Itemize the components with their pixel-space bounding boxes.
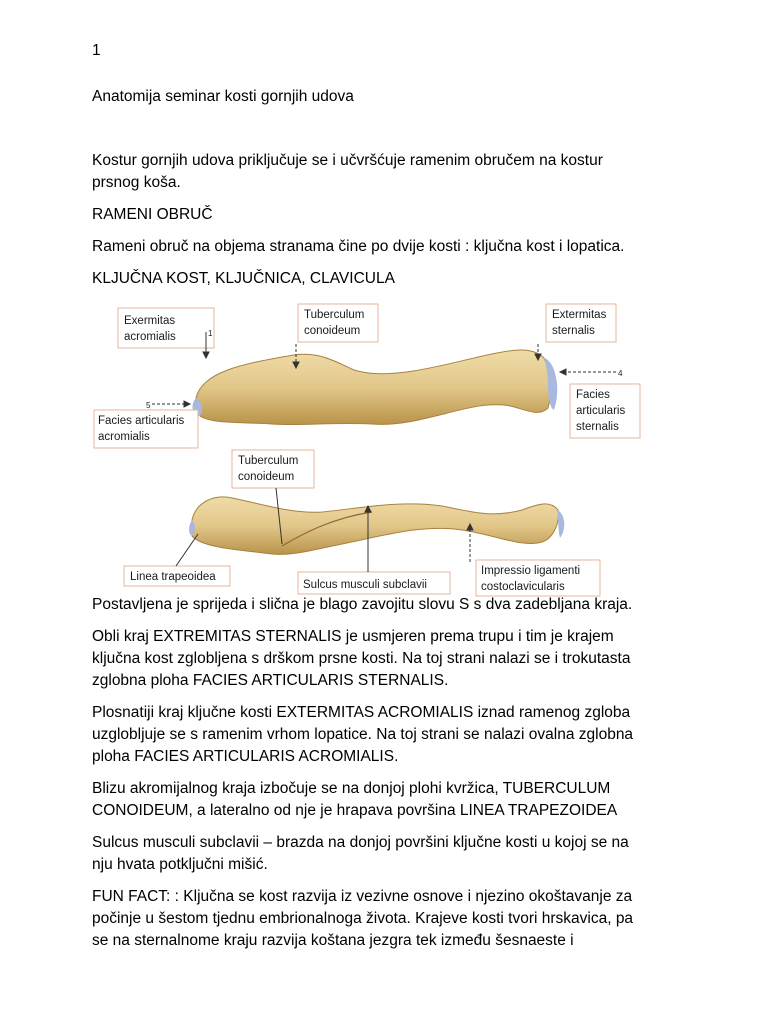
label-tuberculum-bottom-line1: Tuberculum (238, 455, 299, 467)
paragraph-acromial-line-2: uzglobljuje se s ramenim vrhom lopatice. Na toj strani se nalazi ovalna zglobna (92, 726, 634, 743)
label-facies-acromialis (94, 410, 198, 448)
label-sulcus (298, 572, 450, 594)
heading-kljucna-kost: KLJUČNA KOST, KLJUČNICA, CLAVICULA (92, 270, 395, 287)
paragraph-acromial-line-3: ploha FACIES ARTICULARIS ACROMIALIS. (92, 748, 399, 765)
paragraph-funfact-line-2: počinje u šestom tjednu embrionalnoga života. Krajeve kosti tvori hrskavica, pa (92, 910, 634, 927)
svg-text:Sulcus musculi subclavii: Sulcus musculi subclavii (303, 579, 427, 591)
paragraph-tuberculum-line-2: CONOIDEUM, a lateralno od nje je hrapava površina LINEA TRAPEZOIDEA (92, 802, 618, 819)
label-facies-sternalis (570, 384, 640, 438)
label-impressio (476, 560, 600, 596)
sternal-cartilage-inferior (558, 510, 564, 538)
label-linea (124, 566, 230, 586)
label-acromial-end-line2: acromialis (124, 331, 176, 343)
label-facies-sternalis-line1: Facies (576, 389, 610, 401)
paragraph-tuberculum-line-1: Blizu akromijalnog kraja izbočuje se na donjoj plohi kvržica, TUBERCULUM (92, 780, 611, 797)
label-tuberculum-top-line1: Tuberculum (304, 309, 365, 321)
label-acromial-end-line1: Exermitas (124, 315, 176, 327)
svg-text:Linea trapeoidea: Linea trapeoidea (130, 571, 216, 583)
paragraph-sternal-line-3: zglobna ploha FACIES ARTICULARIS STERNALIS. (92, 672, 449, 689)
marker-4: 4 (618, 369, 623, 378)
label-sternal-end (546, 304, 616, 342)
intro-line-2: prsnog koša. (92, 174, 181, 191)
paragraph-postavljena: Postavljena je sprijeda i slična je blago zavojitu slovu S s dva zadebljana kraja. (92, 596, 633, 613)
clavicle-superior-view (193, 350, 558, 425)
label-tuberculum-bottom-line2: conoideum (238, 471, 295, 483)
label-facies-acromialis-line1: Facies articularis (98, 415, 185, 427)
paragraph-funfact-line-1: FUN FACT: : Ključna se kost razvija iz vezivne osnove i njezino okoštavanje za (92, 888, 633, 905)
paragraph-sternal-line-1: Obli kraj EXTREMITAS STERNALIS je usmjeren prema trupu i tim je krajem (92, 628, 614, 645)
paragraph-funfact-line-3: se na sternalnome kraju razvija koštana jezgra tek između šesnaeste i (92, 932, 574, 949)
intro-line-1: Kostur gornjih udova priključuje se i učvršćuje ramenim obručem na kostur (92, 152, 603, 169)
label-sternal-end-line2: sternalis (552, 325, 595, 337)
paragraph-rameni-obruc: Rameni obruč na objema stranama čine po dvije kosti : ključna kost i lopatica. (92, 238, 625, 255)
label-tuberculum-bottom (232, 450, 314, 488)
label-tuberculum-top (298, 304, 378, 342)
clavicle-figure (92, 298, 652, 598)
label-impressio-line2: costoclavicularis (481, 581, 565, 593)
label-acromial-end (118, 308, 214, 348)
marker-5: 5 (146, 401, 151, 410)
label-tuberculum-top-line2: conoideum (304, 325, 361, 337)
paragraph-sternal-line-2: ključna kost zglobljena s drškom prsne kosti. Na toj strani nalazi se i trokutasta (92, 650, 631, 667)
paragraph-acromial-line-1: Plosnatiji kraj ključne kosti EXTERMITAS ACROMIALIS iznad ramenog zgloba (92, 704, 631, 721)
label-impressio-line1: Impressio ligamenti (481, 565, 581, 577)
label-sternal-end-line1: Extermitas (552, 309, 607, 321)
clavicle-inferior-view (189, 497, 564, 554)
heading-rameni-obruc: RAMENI OBRUČ (92, 206, 213, 223)
paragraph-sulcus-line-1: Sulcus musculi subclavii – brazda na donjoj površini ključne kosti u kojoj se na (92, 834, 629, 851)
label-facies-sternalis-line3: sternalis (576, 421, 619, 433)
page-number: 1 (92, 42, 101, 59)
document-title: Anatomija seminar kosti gornjih udova (92, 88, 354, 105)
paragraph-sulcus-line-2: nju hvata potključni mišić. (92, 856, 268, 873)
label-facies-sternalis-line2: articularis (576, 405, 626, 417)
marker-1: 1 (208, 329, 213, 338)
label-facies-acromialis-line2: acromialis (98, 431, 150, 443)
